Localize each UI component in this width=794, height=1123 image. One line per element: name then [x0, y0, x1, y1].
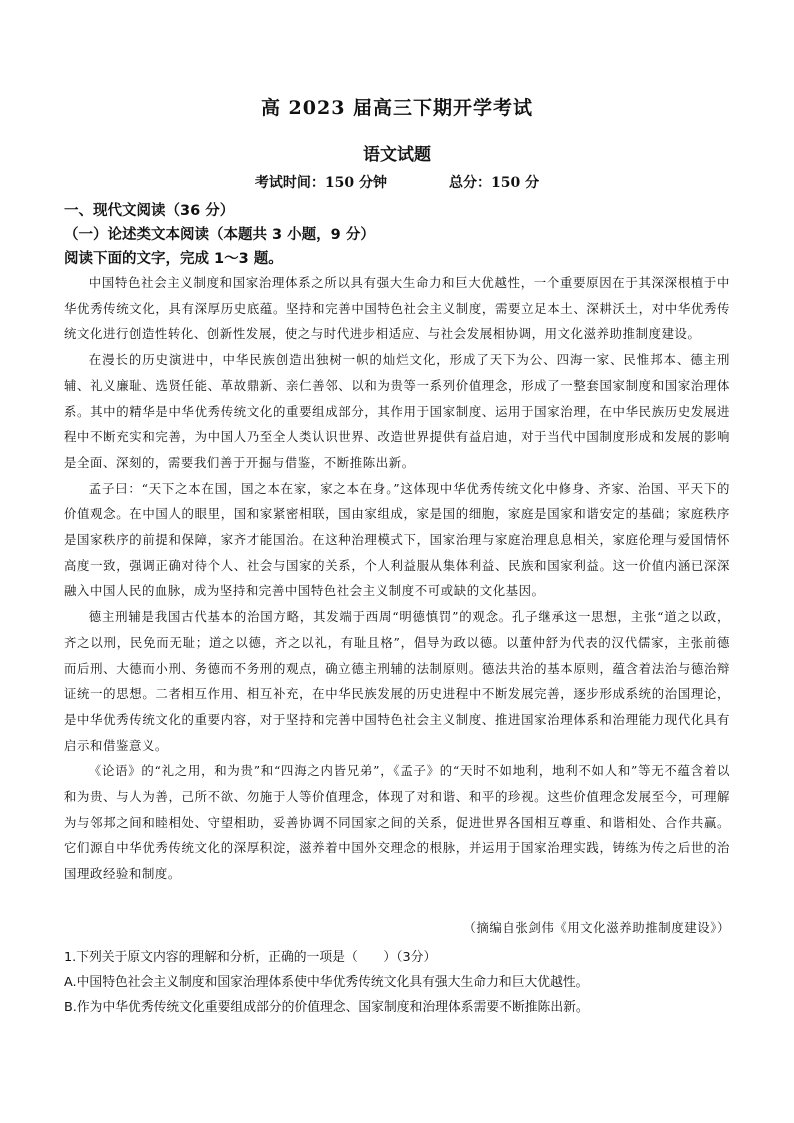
total-score: 总分：150 分	[449, 175, 540, 191]
passage-paragraph: 德主刑辅是我国古代基本的治国方略，其发端于西周“明德慎罚”的观念。孔子继承这一思想，主张“道之以政，齐之以刑，民免而无耻；道之以德，齐之以礼，有耻且格”，倡导为政以德。以董仲舒为代表的汉代儒家，主张前德而后刑、大德而小刑、务德而不务刑的观点，确立德主刑辅的法制原则。德法共治的基本原则，蕴含着法治与德治辩证统一的思想。二者相互作用、相互补充，在中华民族发展的历史进程中不断发展完善，逐步形成系统的治国理论，是中华优秀传统文化的重要内容，对于坚持和完善中国特色社会主义制度、推进国家治理体系和治理能力现代化具有启示和借鉴意义。	[64, 609, 730, 753]
question-1-stem: 1.下列关于原文内容的理解和分析，正确的一项是（ ）（3分）	[64, 950, 437, 965]
section-heading: 一、现代文阅读（36 分）	[64, 203, 235, 219]
exam-time: 考试时间：150 分钟	[254, 175, 387, 191]
exam-title: 高 2023 届高三下期开学考试	[260, 97, 534, 119]
passage-paragraph: 《论语》的“礼之用，和为贵”和“四海之内皆兄弟”，《孟子》的“天时不如地利，地利不如人和”等无不蕴含着以和为贵、与人为善，己所不欲、勿施于人等价值理念，体现了对和谐、和平的珍视。这些价值理念发展至今，可理解为与邻邦之间和睦相处、守望相助，妥善协调不同国家之间的关系，促进世界各国相互尊重、和谐相处、合作共赢。它们源自中华优秀传统文化的深厚积淀，滋养着中国外交理念的根脉，并运用于国家治理实践，铸练为传之后世的治国理政经验和制度。	[64, 763, 730, 882]
passage-paragraph: 孟子曰：“天下之本在国，国之本在家，家之本在身。”这体现中华优秀传统文化中修身、齐家、治国、平天下的价值观念。在中国人的眼里，国和家紧密相联，国由家组成，家是国的细胞，家庭是国家和谐安定的基础；家庭秩序是国家秩序的前提和保障，家齐才能国治。在这种治理模式下，国家治理与家庭治理息息相关，家庭伦理与爱国情怀高度一致，强调正确对待个人、社会与国家的关系，个人利益服从集体利益、民族和国家利益。这一价值内涵已深深融入中国人民的血脉，成为坚持和完善中国特色社会主义制度不可或缺的文化基因。	[64, 480, 730, 599]
sub-section-heading: （一）论述类文本阅读（本题共 3 小题，9 分）	[64, 227, 375, 243]
passage-paragraph: 中国特色社会主义制度和国家治理体系之所以具有强大生命力和巨大优越性，一个重要原因在于其深深根植于中华优秀传统文化，具有深厚历史底蕴。坚持和完善中国特色社会主义制度，需要立足本土、深耕沃土，对中华优秀传统文化进行创造性转化、创新性发展，使之与时代进步相适应、与社会发展相协调，用文化滋养助推制度建设。	[64, 275, 730, 342]
reading-instruction: 阅读下面的文字，完成 1～3 题。	[64, 251, 283, 267]
question-1-option-b: B.作为中华优秀传统文化重要组成部分的价值理念、国家制度和治理体系需要不断推陈出新。	[64, 1000, 589, 1015]
passage-paragraph: 在漫长的历史演进中，中华民族创造出独树一帜的灿烂文化，形成了天下为公、四海一家、民惟邦本、德主刑辅、礼义廉耻、选贤任能、革故鼎新、亲仁善邻、以和为贵等一系列价值理念，形成了一整套国家制度和国家治理体系。其中的精华是中华优秀传统文化的重要组成部分，其作用于国家制度、运用于国家治理，在中华民族历史发展进程中不断充实和完善，为中国人乃至全人类认识世界、改造世界提供有益启迪，对于当代中国制度形成和发展的影响是全面、深刻的，需要我们善于开掘与借鉴，不断推陈出新。	[64, 352, 730, 470]
exam-info	[0, 172, 794, 192]
question-1-option-a: A.中国特色社会主义制度和国家治理体系使中华优秀传统文化具有强大生命力和巨大优越性。	[64, 975, 589, 990]
reading-passage	[64, 270, 730, 887]
exam-subject: 语文试题	[363, 145, 431, 165]
passage-source: （摘编自张剑伟《用文化滋养助推制度建设》）	[463, 920, 730, 935]
